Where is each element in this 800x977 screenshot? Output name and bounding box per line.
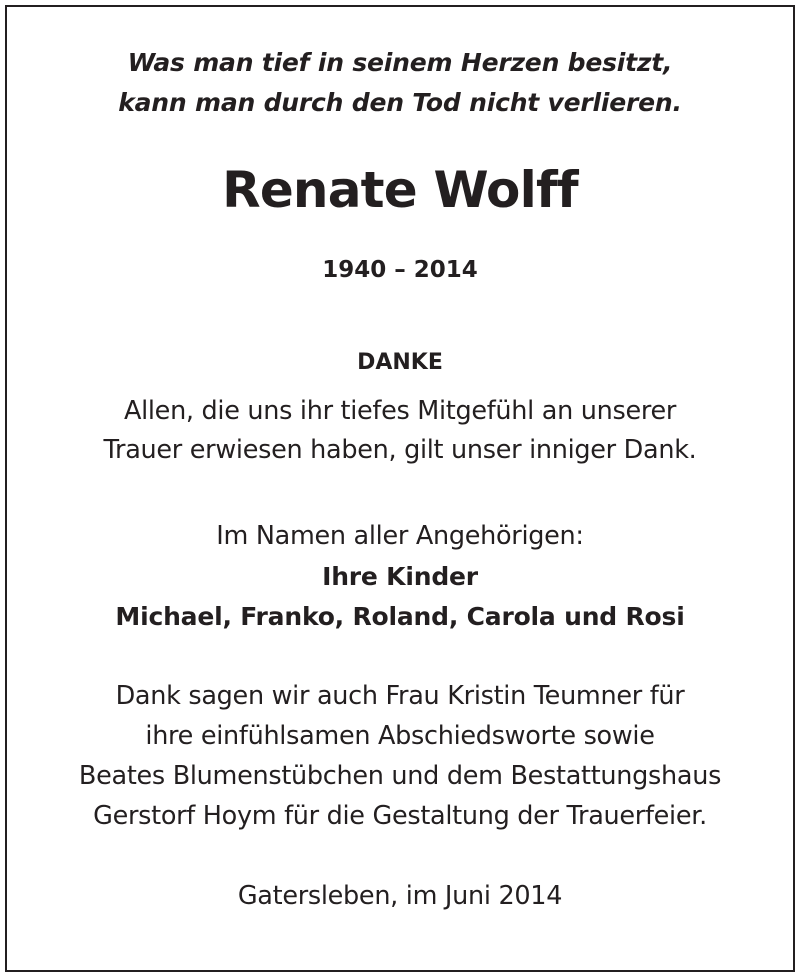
- thanks-line-1: Allen, die uns ihr tiefes Mitgefühl an unserer: [123, 396, 677, 426]
- family-group: Ihre Kinder: [322, 562, 478, 591]
- life-years: 1940 – 2014: [322, 257, 478, 283]
- obituary-notice: [5, 5, 795, 972]
- verse-line-2: kann man durch den Tod nicht verlieren.: [118, 88, 682, 117]
- family-names: Michael, Franko, Roland, Carola und Rosi: [115, 602, 685, 631]
- acknowledgement-line-1: Dank sagen wir auch Frau Kristin Teumner für: [115, 681, 685, 711]
- acknowledgement-line-4: Gerstorf Hoym für die Gestaltung der Trauerfeier.: [93, 801, 707, 831]
- acknowledgement-line-3: Beates Blumenstübchen und dem Bestattungshaus: [78, 761, 722, 791]
- acknowledgement-line-2: ihre einfühlsamen Abschiedsworte sowie: [145, 721, 655, 751]
- family-intro: Im Namen aller Angehörigen:: [216, 521, 584, 551]
- thanks-heading: DANKE: [357, 350, 443, 375]
- verse-line-1: Was man tief in seinem Herzen besitzt,: [127, 48, 673, 77]
- place-and-date: Gatersleben, im Juni 2014: [237, 881, 563, 911]
- thanks-line-2: Trauer erwiesen haben, gilt unser inniger Dank.: [103, 435, 697, 465]
- deceased-name: Renate Wolff: [222, 161, 578, 219]
